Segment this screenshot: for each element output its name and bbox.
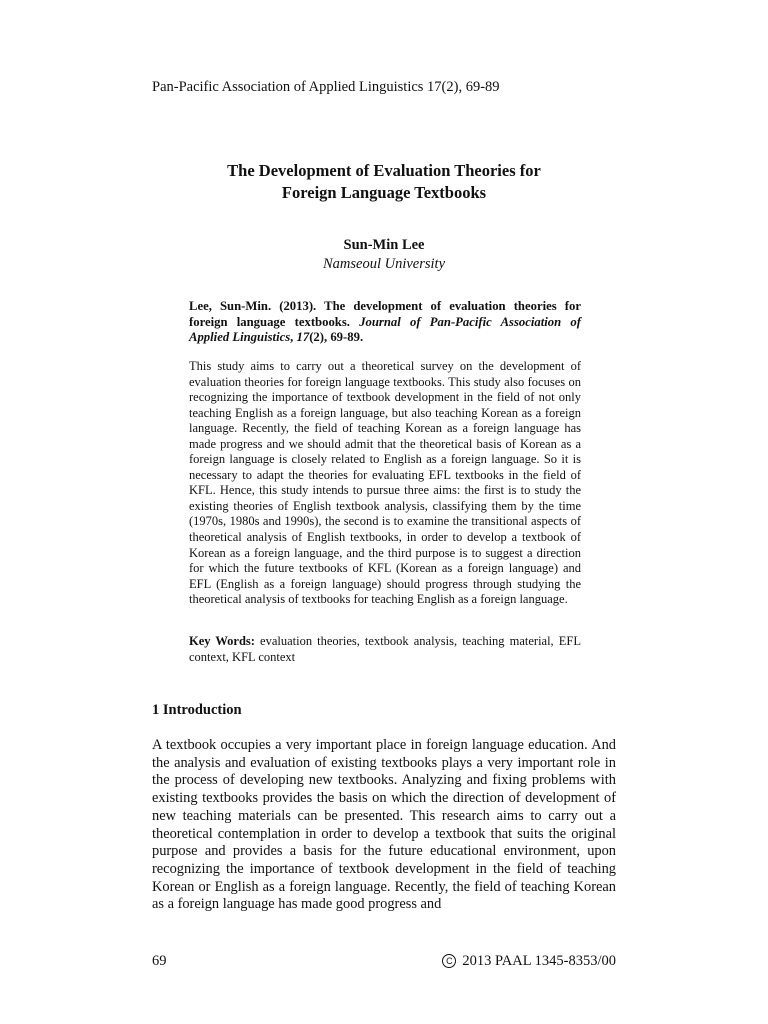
author-affiliation: Namseoul University [322,256,446,272]
abstract: This study aims to carry out a theoretical survey on the development of evaluation theories for foreign language textbooks. This study also focuses on recognizing the importance of textbook development in the field of not only teaching English as a foreign language, but also teaching Korean as a foreign language. Recently, the field of teaching Korean as a foreign language has made progress and we should admit that the theoretical basis of Korean as a foreign language is closely related to English as a foreign language. So it is necessary to adapt the theories for evaluating EFL textbooks in the field of KFL. Hence, this study intends to pursue three aims: the first is to study the existing theories of English textbook analysis, classifying them by the time (1970s, 1980s and 1990s), the second is to examine the transitional aspects of theoretical analysis of English textbooks, in order to develop a textbook of Korean as a foreign language, and the third purpose is to suggest a direction for which the future textbooks of KFL (Korean as a foreign language) and EFL (English as a foreign language) should progress through studying the theoretical analysis of textbooks for teaching English as a foreign language. [189,359,581,607]
section-heading: 1 Introduction [152,702,242,718]
author-name: Sun-Min Lee [343,237,425,253]
copyright-icon: C [442,954,456,968]
citation-volume: 17 [296,330,310,345]
citation [189,299,581,346]
article-title [152,160,616,204]
page-number: 69 [152,953,167,969]
copyright-notice [442,952,616,970]
title-line-2: Foreign Language Textbooks [281,183,487,202]
author-block [152,236,616,274]
citation-separator: . [346,314,360,329]
citation-separator: , [290,330,297,345]
citation-suffix: (2), 69-89. [309,330,364,345]
keywords-text: evaluation theories, textbook analysis, teaching material, EFL context, KFL context [189,634,581,664]
keywords [189,634,581,665]
citation-journal: Journal of Pan-Pacific Association of Applied Linguistics [189,314,581,345]
citation-prefix: Lee, Sun-Min. (2013). The development of evaluation theories for foreign language textbooks [189,299,581,329]
introduction-paragraph: A textbook occupies a very important place in foreign language education. And the analysis and evaluation of existing textbooks plays a very important role in the process of developing new textbooks. Analyzing and fixing problems with existing textbooks provides the basis on which the direction of development of new teaching materials can be presented. This research aims to carry out a theoretical contemplation in order to develop a textbook that suits the original purpose and provides a basis for the future educational environment, upon recognizing the importance of textbook development in the field of teaching Korean or English as a foreign language. Recently, the field of teaching Korean as a foreign language has made good progress and [152,737,616,913]
copyright-text: 2013 PAAL 1345-8353/00 [462,953,616,969]
keywords-label: Key Words: [189,634,255,648]
journal-header: Pan-Pacific Association of Applied Linguistics 17(2), 69-89 [152,79,500,95]
title-line-1: The Development of Evaluation Theories for [227,161,541,180]
